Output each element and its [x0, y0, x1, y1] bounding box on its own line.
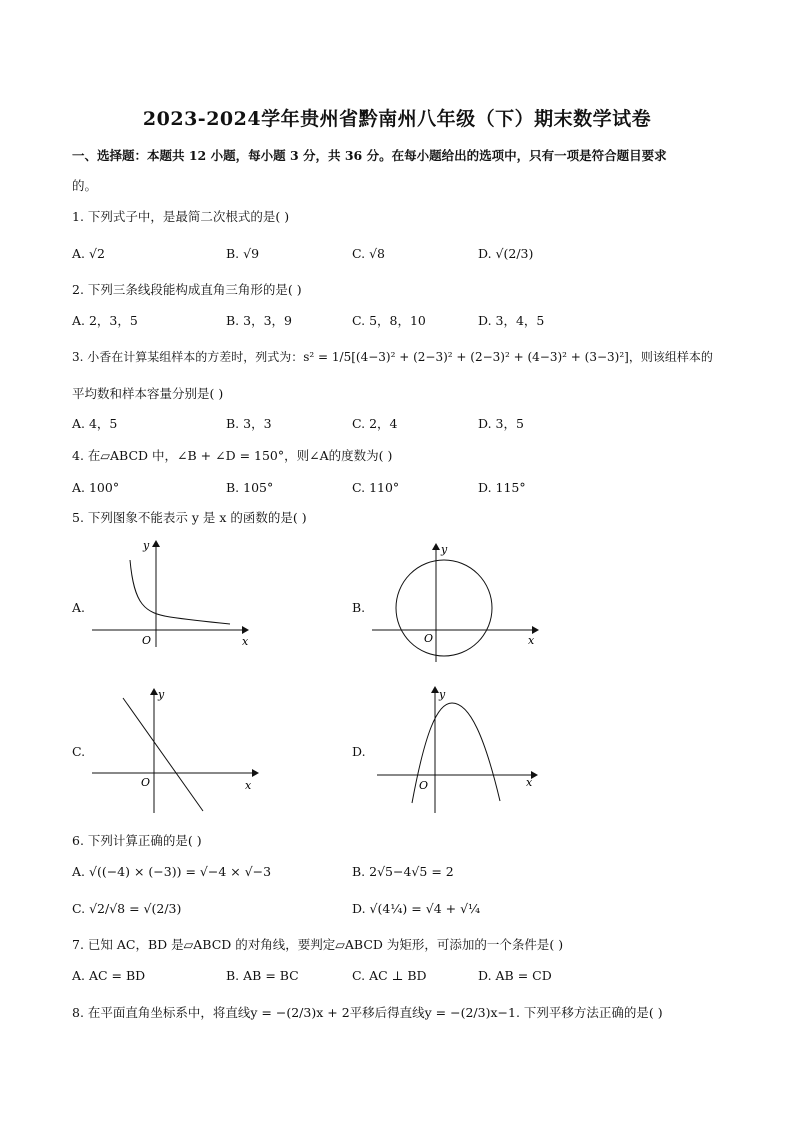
- q6-stem: 6. 下列计算正确的是( ): [72, 833, 202, 848]
- section-heading-line1: 一、选择题：本题共 12 小题，每小题 3 分，共 36 分。在每小题给出的选项中，只有一项是符合题目要求: [72, 148, 667, 163]
- q2-option-d: D. 3，4，5: [478, 313, 545, 328]
- q5b-origin: O: [424, 632, 434, 645]
- q5-stem: 5. 下列图象不能表示 y 是 x 的函数的是( ): [72, 510, 307, 525]
- q5a-x-label: x: [242, 635, 249, 648]
- q2-stem: 2. 下列三条线段能构成直角三角形的是( ): [72, 282, 302, 297]
- q4-option-b: B. 105°: [226, 480, 274, 495]
- q5c-x-label: x: [245, 779, 252, 792]
- q4-option-c: C. 110°: [352, 480, 400, 495]
- q3-option-d: D. 3，5: [478, 416, 524, 431]
- q2-option-a: A. 2，3，5: [72, 313, 138, 328]
- q5-option-a-label: A.: [72, 600, 86, 615]
- q1-option-c: C. √8: [352, 246, 385, 261]
- q5c-origin: O: [141, 776, 151, 789]
- q7-option-b: B. AB = BC: [226, 968, 299, 983]
- q5d-origin: O: [419, 779, 429, 792]
- q7-option-c: C. AC ⊥ BD: [352, 968, 427, 983]
- q3-option-c: C. 2，4: [352, 416, 398, 431]
- q6-option-a: A. √((−4) × (−3)) = √−4 × √−3: [72, 864, 272, 879]
- q5d-y-label: y: [439, 688, 446, 701]
- q6-option-d: D. √(4¼) = √4 + √¼: [352, 901, 481, 916]
- q7-stem: 7. 已知 AC，BD 是▱ABCD 的对角线，要判定▱ABCD 为矩形，可添加的一个条件是( ): [72, 937, 564, 952]
- q5a-y-label: y: [143, 539, 150, 552]
- q1-stem: 1. 下列式子中，是最简二次根式的是( ): [72, 209, 290, 224]
- q4-option-a: A. 100°: [72, 480, 120, 495]
- q1-option-b: B. √9: [226, 246, 260, 261]
- q6-option-b: B. 2√5−4√5 = 2: [352, 864, 454, 879]
- q4-stem: 4. 在▱ABCD 中，∠B + ∠D = 150°，则∠A的度数为( ): [72, 448, 393, 463]
- q2-option-c: C. 5，8，10: [352, 313, 426, 328]
- q5-graph-a: [90, 535, 260, 650]
- q5-graph-c: [90, 685, 265, 815]
- q7-option-d: D. AB = CD: [478, 968, 552, 983]
- q2-option-b: B. 3，3，9: [226, 313, 292, 328]
- q5d-x-label: x: [526, 776, 533, 789]
- q5-option-b-label: B.: [352, 600, 366, 615]
- page-title: 2023-2024学年贵州省黔南州八年级（下）期末数学试卷: [142, 108, 652, 130]
- q6-option-c: C. √2/√8 = √(2/3): [72, 901, 182, 916]
- q4-option-d: D. 115°: [478, 480, 526, 495]
- q5-graph-d: [375, 683, 545, 818]
- q3-option-a: A. 4，5: [72, 416, 118, 431]
- q5a-origin: O: [142, 634, 152, 647]
- q1-option-d: D. √(2/3): [478, 246, 534, 261]
- q5b-y-label: y: [441, 543, 448, 556]
- q5c-y-label: y: [158, 688, 165, 701]
- q7-option-a: A. AC = BD: [72, 968, 146, 983]
- q5-graph-b: [370, 538, 545, 663]
- q1-option-a: A. √2: [72, 246, 105, 261]
- q5-option-c-label: C.: [72, 744, 86, 759]
- q8-stem: 8. 在平面直角坐标系中，将直线y = −(2/3)x + 2平移后得直线y = −(2/3)x−1. 下列平移方法正确的是( ): [72, 1005, 663, 1020]
- q3-stem-line1: 3. 小香在计算某组样本的方差时，列式为：s² = 1/5[(4−3)² + (2−3)² + (2−3)² + (4−3)² + (3−3)²]，则该组样本的: [72, 350, 713, 364]
- q3-option-b: B. 3，3: [226, 416, 272, 431]
- q5b-x-label: x: [528, 634, 535, 647]
- q5-option-d-label: D.: [352, 744, 366, 759]
- section-heading-line2: 的。: [72, 178, 98, 193]
- q3-stem-line2: 平均数和样本容量分别是( ): [72, 386, 224, 401]
